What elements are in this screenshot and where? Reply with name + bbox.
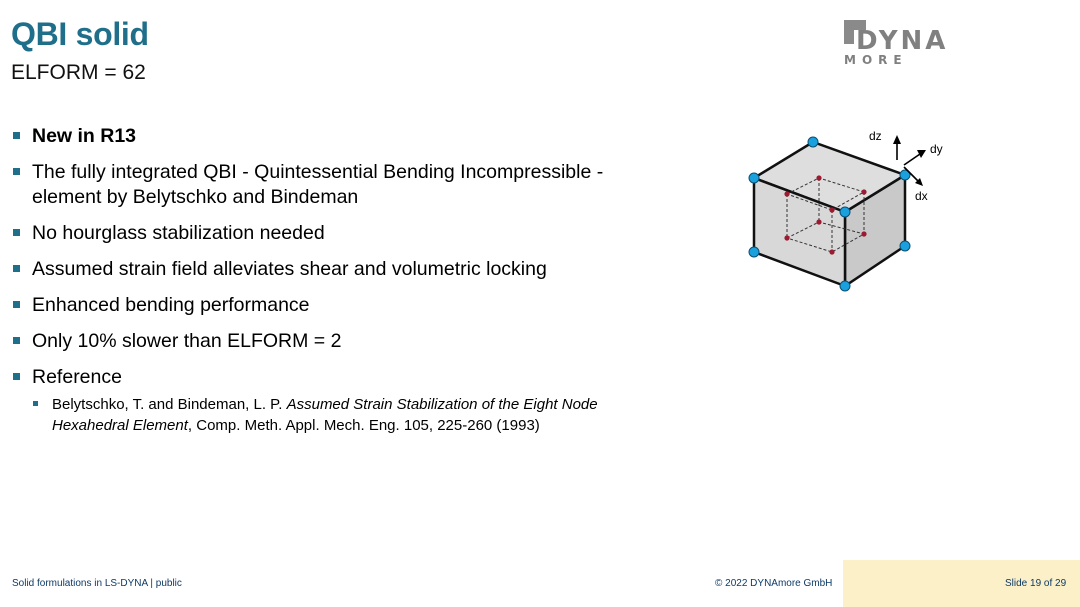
bullet-text: New in R13: [32, 125, 137, 147]
bullet-text: Assumed strain field alleviates shear and volumetric locking: [32, 258, 547, 280]
slide-number: Slide 19 of 29: [1005, 578, 1067, 589]
bullet-marker: [13, 132, 20, 139]
reference-details: , Comp. Meth. Appl. Mech. Eng. 105, 225-260 (1993): [187, 417, 540, 434]
axis-label-dz: dz: [869, 129, 882, 143]
axis-label-dy: dy: [930, 142, 943, 156]
bullet-item: [12, 160, 672, 210]
footer-copyright: © 2022 DYNAmore GmbH: [715, 578, 833, 589]
bullet-text: No hourglass stabilization needed: [32, 222, 325, 244]
slide-title: QBI solid: [11, 16, 149, 52]
bullet-marker: [13, 373, 20, 380]
bullet-text: Only 10% slower than ELFORM = 2: [32, 330, 342, 352]
reference-item: [12, 394, 652, 436]
bullet-text: Reference: [32, 366, 122, 388]
bullet-list: [12, 124, 672, 436]
bullet-marker: [13, 168, 20, 175]
bullet-marker: [13, 265, 20, 272]
bullet-item: [12, 124, 672, 149]
axis-label-dx: dx: [915, 189, 928, 203]
hexahedral-element-figure: [740, 120, 960, 300]
bullet-marker: [13, 337, 20, 344]
logo-text-more: MORE: [844, 53, 908, 67]
bullet-text: The fully integrated QBI - Quintessential Bending Incompressible - element by Belytschko and Bindeman: [32, 161, 604, 208]
bullet-text: Enhanced bending performance: [32, 294, 310, 316]
bullet-item: [12, 293, 672, 318]
reference-authors: Belytschko, T. and Bindeman, L. P.: [52, 396, 287, 413]
bullet-item: [12, 221, 672, 246]
slide-subtitle: ELFORM = 62: [11, 61, 146, 84]
bullet-marker: [13, 301, 20, 308]
bullet-item: [12, 257, 672, 282]
logo-text-dyna: DYNA: [856, 26, 949, 56]
bullet-marker: [13, 229, 20, 236]
bullet-item: [12, 365, 672, 390]
footer-left: Solid formulations in LS-DYNA | public: [12, 578, 182, 589]
bullet-marker: [33, 401, 38, 406]
dynamore-logo: [842, 20, 1022, 68]
reference-title: Assumed Strain Stabilization of the Eight Node Hexahedral Element: [52, 396, 598, 434]
bullet-item: [12, 329, 672, 354]
